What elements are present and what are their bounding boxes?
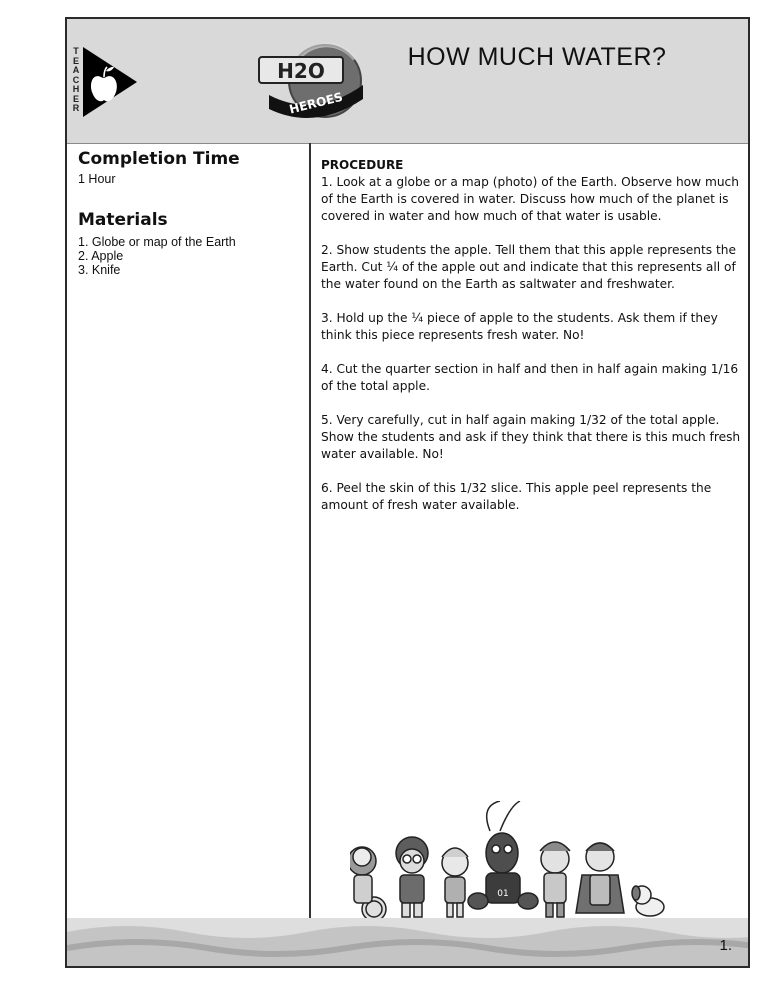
materials-heading: Materials xyxy=(78,210,168,230)
svg-text:01: 01 xyxy=(497,889,509,899)
materials-item: 3. Knife xyxy=(78,263,121,277)
materials-list xyxy=(78,235,309,277)
header-banner xyxy=(67,19,748,144)
teacher-tab xyxy=(71,47,133,117)
sidebar-column xyxy=(67,143,311,918)
materials-item: 2. Apple xyxy=(78,249,124,263)
procedure-step: 1. Look at a globe or a map (photo) of the Earth. Observe how much of the Earth is covered in water. Discuss how much of the planet is covered in water and how much of that water is usable. xyxy=(321,175,739,223)
completion-time-value: 1 Hour xyxy=(78,172,116,186)
svg-text:H2O: H2O xyxy=(277,59,325,83)
procedure-heading: PROCEDURE xyxy=(321,158,404,172)
footer-band xyxy=(67,918,748,966)
procedure-step: 4. Cut the quarter section in half and then in half again making 1/16 of the total apple. xyxy=(321,362,739,393)
h2o-heroes-characters-illustration xyxy=(350,801,680,923)
svg-text:HEROES: HEROES xyxy=(287,89,345,117)
procedure-step: 5. Very carefully, cut in half again making 1/32 of the total apple. Show the students and ask if they think that there is this much fresh water available. No! xyxy=(321,413,741,461)
page-number: 1. xyxy=(719,937,732,954)
procedure-step: 3. Hold up the ¼ piece of apple to the students. Ask them if they think this piece represents fresh water. No! xyxy=(321,311,718,342)
procedure-column xyxy=(321,157,741,531)
worksheet-page xyxy=(65,17,750,968)
apple-arrow-icon xyxy=(83,47,137,117)
h2o-heroes-logo xyxy=(255,41,367,121)
teacher-vertical-label: T E A C H E R xyxy=(72,46,80,113)
procedure-step: 2. Show students the apple. Tell them that this apple represents the Earth. Cut ¼ of the apple out and indicate that this represents all of the water found on the Earth as saltwater and freshwater. xyxy=(321,243,737,291)
wave-decoration xyxy=(67,918,750,966)
materials-item: 1. Globe or map of the Earth xyxy=(78,235,236,249)
page-title: HOW MUCH WATER? xyxy=(407,43,667,71)
procedure-step: 6. Peel the skin of this 1/32 slice. This apple peel represents the amount of fresh water available. xyxy=(321,481,712,512)
completion-time-heading: Completion Time xyxy=(78,149,240,169)
